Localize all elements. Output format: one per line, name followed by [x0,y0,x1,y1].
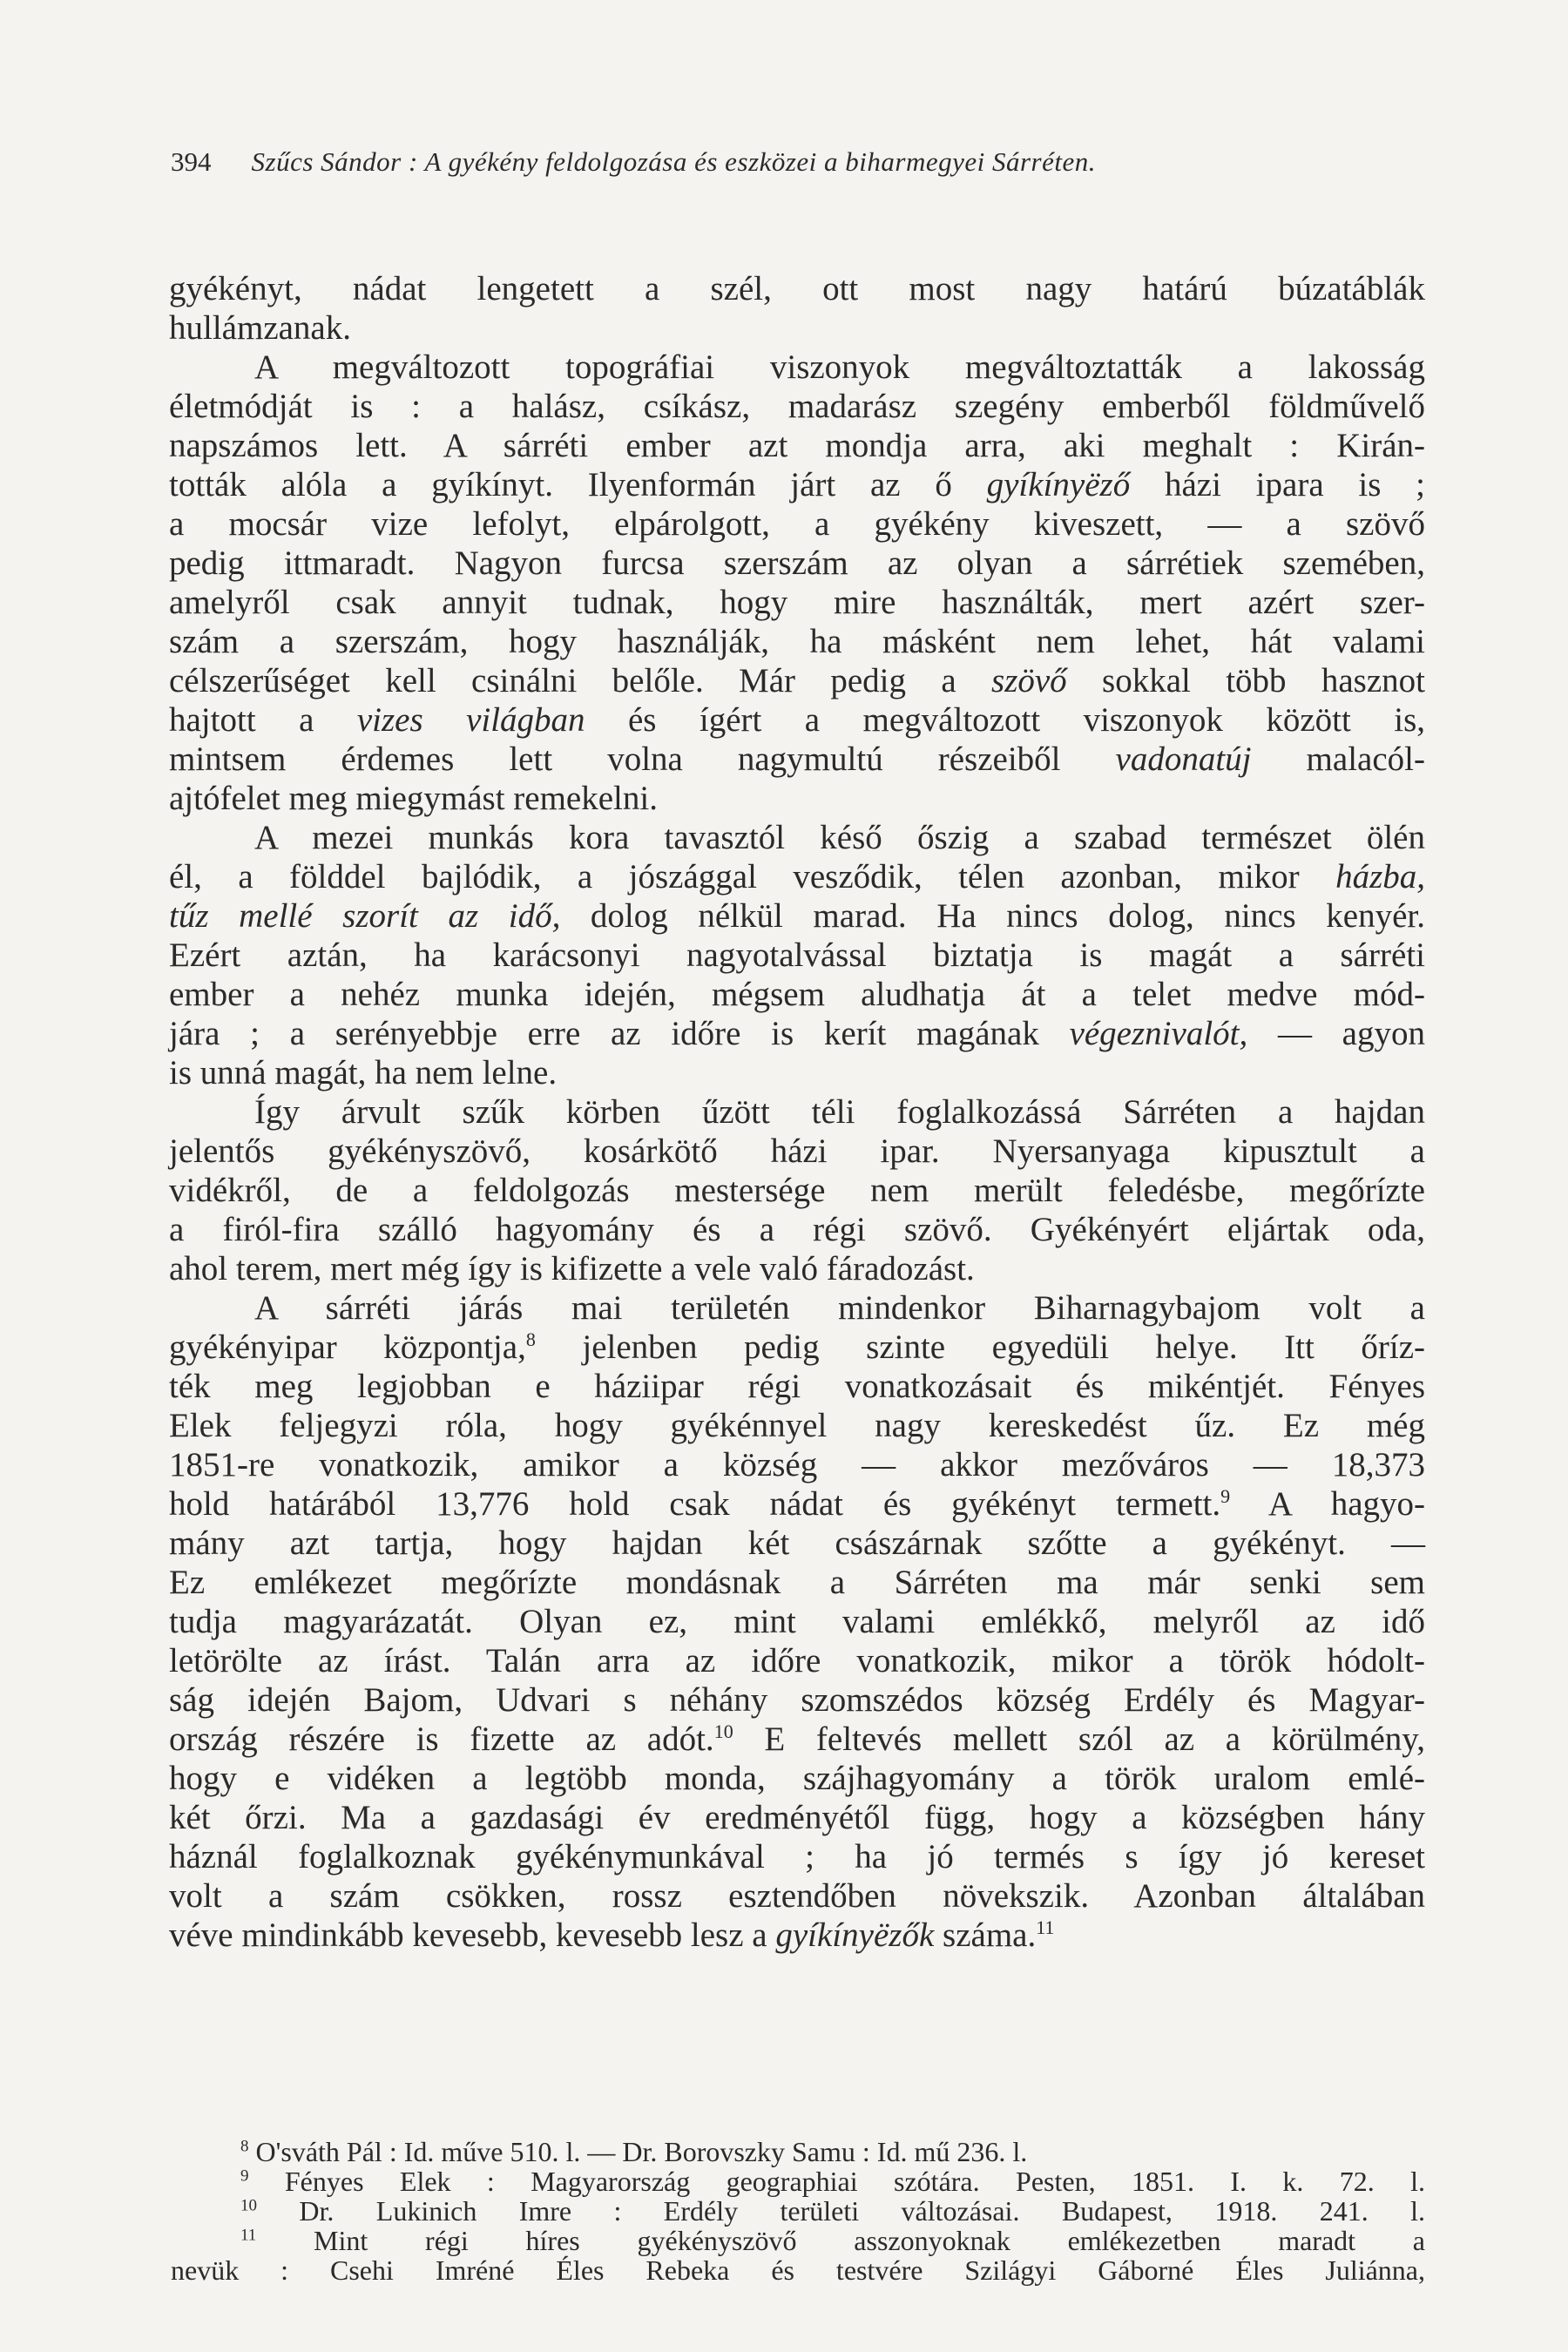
italic-run: tűz mellé szorít az idő, [169,897,561,935]
text-line [169,818,1425,857]
text-line [169,622,1425,661]
text-line [169,1916,1425,1955]
text-line [169,504,1425,544]
footnote-line [171,2166,1425,2196]
footnote-text: O'sváth Pál : Id. műve 510. l. — Dr. Borovszky Samu : Id. mű 236. l. [248,2136,1028,2167]
text-line [169,1876,1425,1916]
text-line [169,1014,1425,1053]
footnote-text: Fényes Elek : Magyarország geographiai szótára. Pesten, 1851. I. k. 72. l. [248,2166,1425,2197]
text-run: mintsem érdemes lett volna nagymultú részeiből [169,740,1116,778]
main-text [169,269,1425,1955]
text-run: hullámzanak. [169,309,351,347]
text-line [169,348,1425,387]
text-run: A hagyo- [1230,1485,1425,1523]
footnote-ref: 8 [525,1328,536,1350]
text-run: életmódját is : a halász, csíkász, madarász szegény emberből földművelő [169,388,1425,425]
footnote-line [171,2196,1425,2226]
text-line [169,1720,1425,1759]
text-line [169,1092,1425,1132]
text-run: dolog nélkül marad. Ha nincs dolog, nincs kenyér. [560,897,1426,935]
text-line [169,269,1425,308]
text-run: A megváltozott topográfiai viszonyok megváltoztatták a lakosság [254,348,1425,386]
text-run: jára ; a serényebbje erre az időre is kerít magának [169,1015,1070,1052]
text-run: volt a szám csökken, rossz esztendőben növekszik. Azonban általában [169,1877,1425,1915]
text-run: 1851-re vonatkozik, amikor a község — akkor mezőváros — 18,373 [169,1446,1425,1484]
italic-run: házba, [1335,858,1425,896]
text-run: él, a földdel bajlódik, a jószággal vesződik, télen azonban, mikor [169,858,1336,896]
running-title: Szűcs Sándor : A gyékény feldolgozása és eszközei a biharmegyei Sárréten. [251,146,1096,177]
text-line [169,1249,1425,1288]
text-run: E feltevés mellett szól az a körülmény, [733,1720,1425,1758]
text-line [169,1563,1425,1602]
text-run: Ezért aztán, ha karácsonyi nagyotalvással biztatja is magát a sárréti [169,936,1425,974]
text-run: véve mindinkább kevesebb, kevesebb lesz a [169,1916,776,1954]
footnote-line [171,2226,1425,2255]
text-run: pedig ittmaradt. Nagyon furcsa szerszám az olyan a sárrétiek szemében, [169,544,1425,582]
footnote-number: 9 [240,2166,249,2186]
text-run: a mocsár vize lefolyt, elpárolgott, a gyékény kiveszett, — a szövő [169,505,1425,543]
text-line [169,544,1425,583]
text-line [169,1210,1425,1249]
text-run: ember a nehéz munka idején, mégsem aludhatja át a telet medve mód- [169,976,1425,1013]
text-run: napszámos lett. A sárréti ember azt mondja arra, aki meghalt : Kirán- [169,427,1425,464]
text-run: ság idején Bajom, Udvari s néhány szomszédos község Erdély és Magyar- [169,1681,1425,1719]
text-run: hajtott a [169,701,357,739]
footnote-ref: 10 [713,1720,733,1742]
text-line [169,387,1425,426]
italic-run: végeznivalót, [1069,1015,1248,1052]
italic-run: gyíkínyëző [986,466,1131,504]
text-line [169,936,1425,975]
text-line [169,779,1425,818]
footnote-text: nevük : Csehi Imréné Éles Rebeka és testvére Szilágyi Gáborné Éles Juliánna, [171,2254,1425,2286]
text-line [169,857,1425,896]
text-line [169,1759,1425,1798]
text-line [169,1484,1425,1524]
text-run: vidékről, de a feldolgozás mestersége nem merült feledésbe, megőrízte [169,1172,1425,1209]
text-run: háznál foglalkoznak gyékénymunkával ; ha jó termés s így jó kereset [169,1838,1425,1876]
text-line [169,1171,1425,1210]
text-line [169,426,1425,465]
text-line [169,700,1425,740]
text-run: ország részére is fizette az adót. [169,1720,714,1758]
footnote-ref: 11 [1036,1916,1055,1938]
text-run: Elek feljegyzi róla, hogy gyékénnyel nagy kereskedést űz. Ez még [169,1407,1425,1444]
text-run: is unná magát, ha nem lelne. [169,1054,558,1092]
text-run: A sárréti járás mai területén mindenkor Biharnagybajom volt a [254,1289,1425,1327]
text-run: tották alóla a gyíkínyt. Ilyenformán járt az ő [169,466,987,504]
text-run: Így árvult szűk körben űzött téli foglalkozássá Sárréten a hajdan [254,1093,1425,1131]
text-run: ajtófelet meg miegymást remekelni. [169,780,658,817]
text-run: ték meg legjobban e háziipar régi vonatkozásait és mikéntjét. Fényes [169,1368,1425,1405]
text-line [169,1680,1425,1720]
text-run: malacól- [1251,740,1425,778]
text-run: száma. [934,1916,1037,1954]
text-line [169,465,1425,504]
footnote-text: Mint régi híres gyékényszövő asszonyoknak emlékezetben maradt a [256,2225,1425,2256]
running-header [171,145,1425,179]
text-line [169,1406,1425,1445]
footnote-text: Dr. Lukinich Imre : Erdély területi változásai. Budapest, 1918. 241. l. [257,2195,1425,2227]
text-line [169,661,1425,700]
text-line [169,1837,1425,1876]
text-run: célszerűséget kell csinálni belőle. Már pedig a [169,662,992,700]
text-line [169,975,1425,1014]
footnote-number: 10 [240,2196,257,2215]
italic-run: szövő [991,662,1067,700]
page-number: 394 [171,146,212,177]
text-line [169,308,1425,348]
text-line [169,1445,1425,1484]
italic-run: vadonatúj [1115,740,1252,778]
text-line [169,1524,1425,1563]
text-run: hold határából 13,776 hold csak nádat és gyékényt termett. [169,1485,1221,1523]
text-line [169,740,1425,779]
text-run: A mezei munkás kora tavasztól késő őszig a szabad természet ölén [254,819,1425,856]
footnote-number: 11 [240,2226,257,2245]
text-run: tudja magyarázatát. Olyan ez, mint valami emlékkő, melyről az idő [169,1603,1425,1640]
text-run: — agyon [1247,1015,1425,1052]
footnotes [171,2137,1425,2285]
text-run: letörölte az írást. Talán arra az időre vonatkozik, mikor a török hódolt- [169,1642,1425,1680]
text-run: házi ipara is ; [1130,466,1425,504]
text-run: jelentős gyékényszövő, kosárkötő házi ipar. Nyersanyaga kipusztult a [169,1132,1425,1170]
footnote-number: 8 [240,2137,249,2156]
text-run: jelenben pedig szinte egyedüli helye. Itt őríz- [535,1328,1425,1366]
text-run: Ez emlékezet megőrízte mondásnak a Sárréten ma már senki sem [169,1564,1425,1601]
text-line [169,1602,1425,1641]
text-run: szám a szerszám, hogy használják, ha másként nem lehet, hát valami [169,623,1425,660]
italic-run: gyíkínyëzők [775,1916,935,1954]
text-run: és ígért a megváltozott viszonyok között is, [585,701,1425,739]
text-line [169,1641,1425,1680]
text-line [169,1288,1425,1328]
text-run: ahol terem, mert még így is kifizette a vele való fáradozást. [169,1250,975,1288]
text-line [169,1798,1425,1837]
text-run: a firól-fira szálló hagyomány és a régi szövő. Gyékényért eljártak oda, [169,1211,1425,1248]
italic-run: vizes világban [356,701,585,739]
footnote-line [171,2255,1425,2285]
text-line [169,1328,1425,1367]
text-run: sokkal több hasznot [1066,662,1425,700]
text-run: mány azt tartja, hogy hajdan két császárnak szőtte a gyékényt. — [169,1524,1425,1562]
footnote-ref: 9 [1220,1485,1231,1507]
text-run: gyékényt, nádat lengetett a szél, ott most nagy határú búzatáblák [169,270,1425,308]
text-line [169,1132,1425,1171]
text-line [169,1053,1425,1092]
footnote-line [171,2137,1425,2166]
text-run: amelyről csak annyit tudnak, hogy mire használták, mert azért szer- [169,584,1425,621]
text-line [169,896,1425,936]
text-run: két őrzi. Ma a gazdasági év eredményétől függ, hogy a községben hány [169,1799,1425,1836]
text-run: hogy e vidéken a legtöbb monda, szájhagyomány a török uralom emlé- [169,1760,1425,1797]
text-line [169,1367,1425,1406]
text-run: gyékényipar központja, [169,1328,526,1366]
text-line [169,583,1425,622]
